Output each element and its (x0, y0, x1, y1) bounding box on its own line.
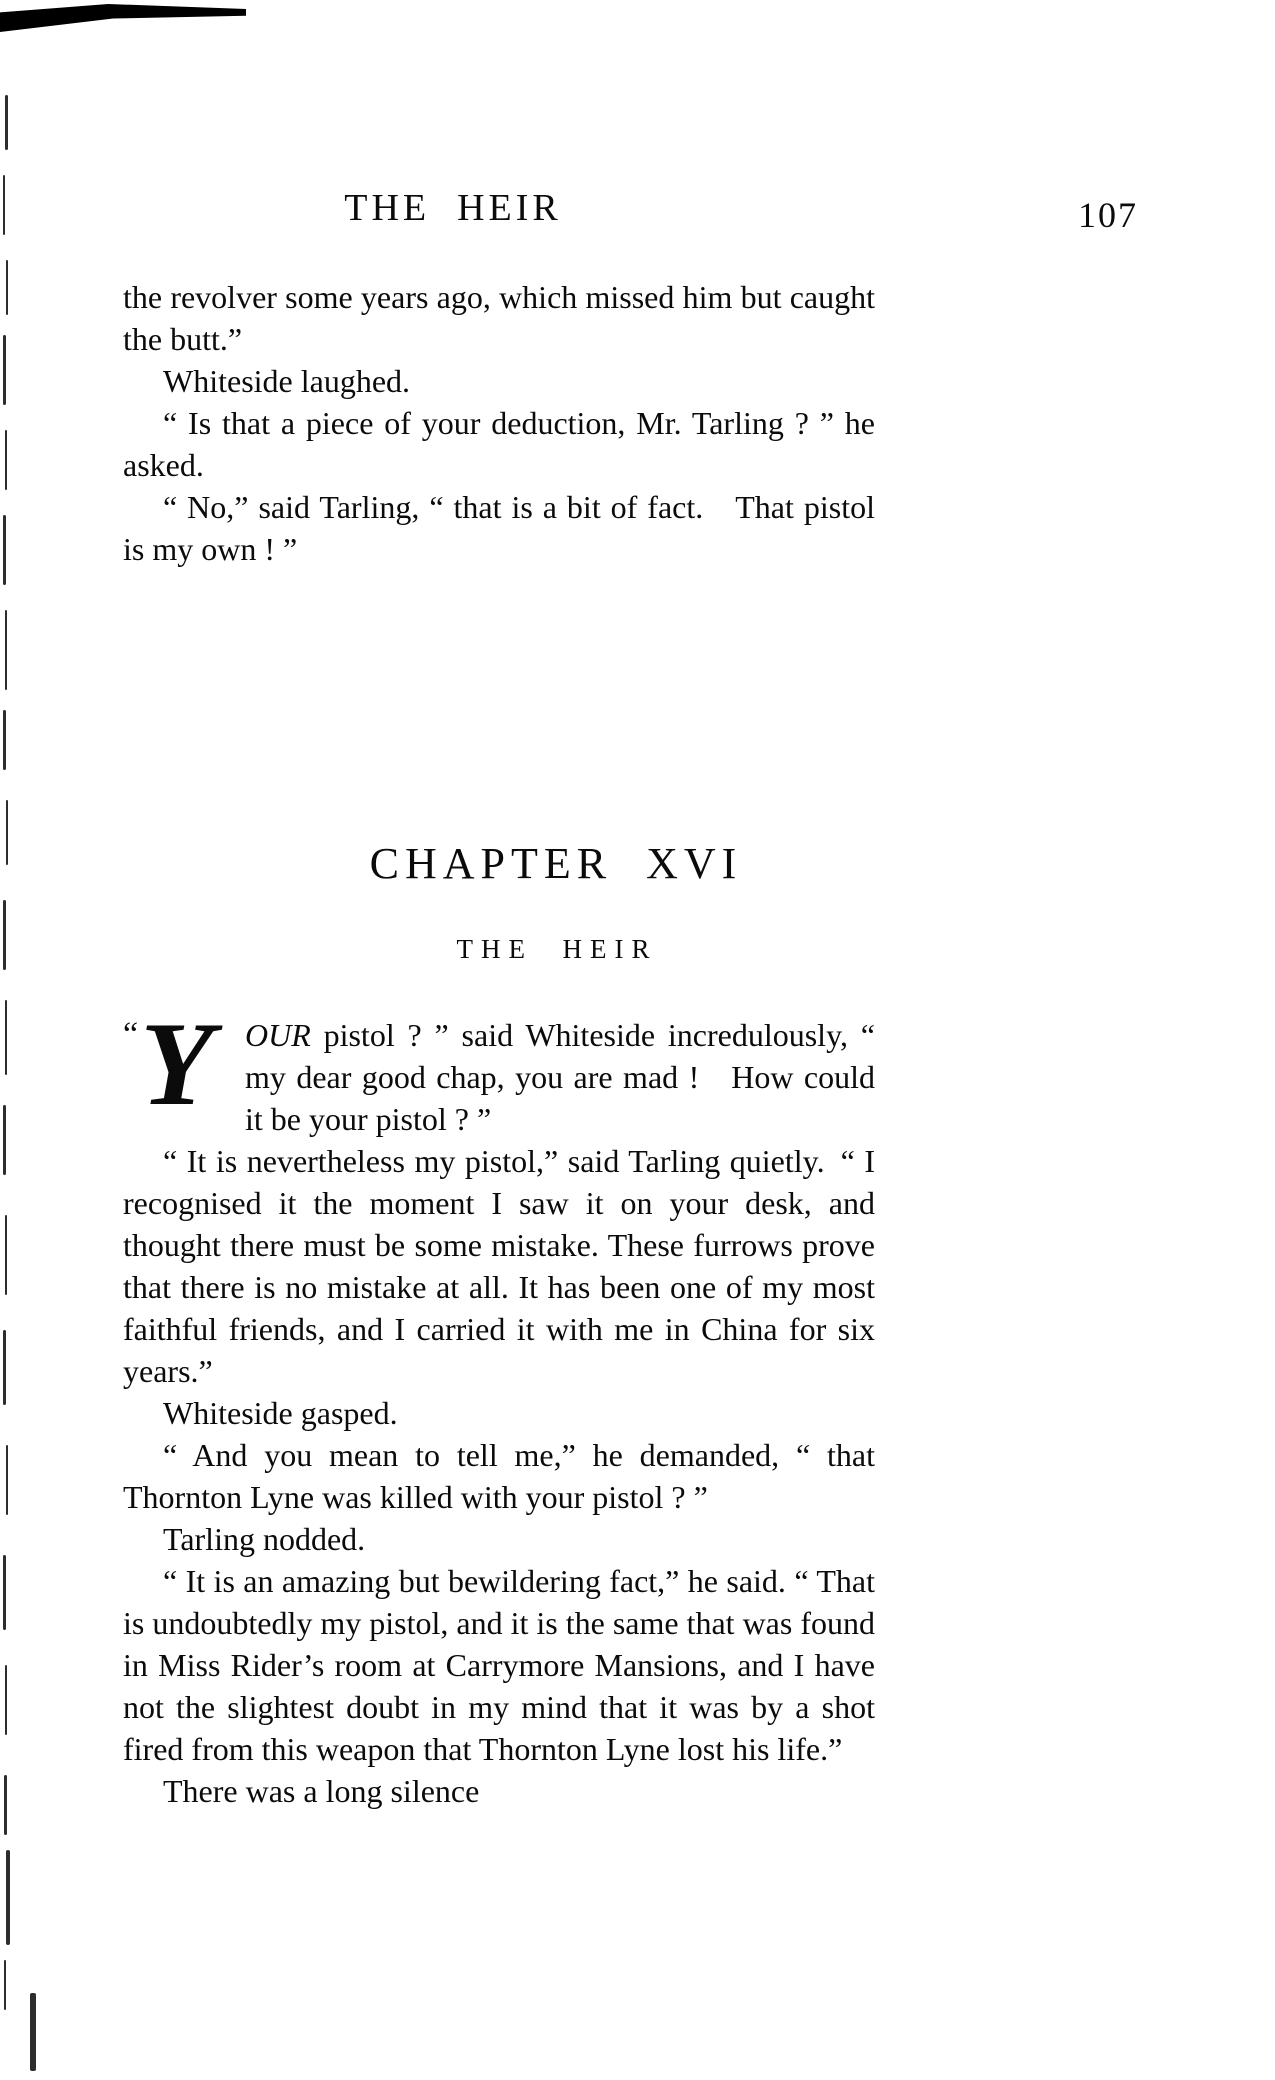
drop-cap-text: pistol ? ” said Whiteside incredulously, “ my dear good chap, you are mad ! How could it be your pistol ? ” (245, 1017, 875, 1137)
running-title: THE HEIR (344, 187, 562, 229)
paragraph: “ It is nevertheless my pistol,” said Tarling quietly. “ I recognised it the moment I saw it on your desk, and thought there must be some mistake. These furrows prove that there is no mistake at all. It has been one of my most faithful friends, and I carried it with me in China for six years.” (123, 1143, 875, 1389)
page-number: 107 (1078, 195, 1138, 235)
body-paragraphs (123, 1140, 875, 1812)
paragraph: the revolver some years ago, which missed him but caught the butt.” (123, 279, 875, 357)
chapter-subheading: THE HEIR (456, 934, 658, 964)
scan-artifact-top-bar (0, 4, 246, 32)
paragraph: Tarling nodded. (163, 1521, 366, 1557)
paragraph: “ And you mean to tell me,” he demanded, “ that Thornton Lyne was killed with your pistol ? ” (123, 1437, 875, 1515)
drop-cap-lead-word: OUR (245, 1017, 311, 1053)
paragraph: Whiteside laughed. (163, 363, 411, 399)
drop-cap-letter: Y (140, 997, 210, 1130)
drop-cap-quote: “ (123, 1016, 139, 1053)
drop-cap-paragraph (123, 997, 875, 1140)
chapter-body (123, 997, 875, 1812)
paragraph: Whiteside gasped. (163, 1395, 398, 1431)
paragraph: “ Is that a piece of your deduction, Mr. Tarling ? ” he asked. (123, 405, 875, 483)
intro-paragraphs (123, 276, 875, 570)
paragraph: “ No,” said Tarling, “ that is a bit of fact. That pistol is my own ! ” (123, 489, 875, 567)
paragraph: “ It is an amazing but bewildering fact,” he said. “ That is undoubtedly my pistol, and it is the same that was found in Miss Rider’s room at Carrymore Mansions, and I have not the slightest doubt in my mind that it was by a shot fired from this weapon that Thornton Lyne lost his life.” (123, 1563, 875, 1767)
drop-cap (123, 997, 245, 1130)
paragraph: There was a long silence (163, 1773, 480, 1809)
chapter-heading: CHAPTER XVI (369, 839, 743, 888)
